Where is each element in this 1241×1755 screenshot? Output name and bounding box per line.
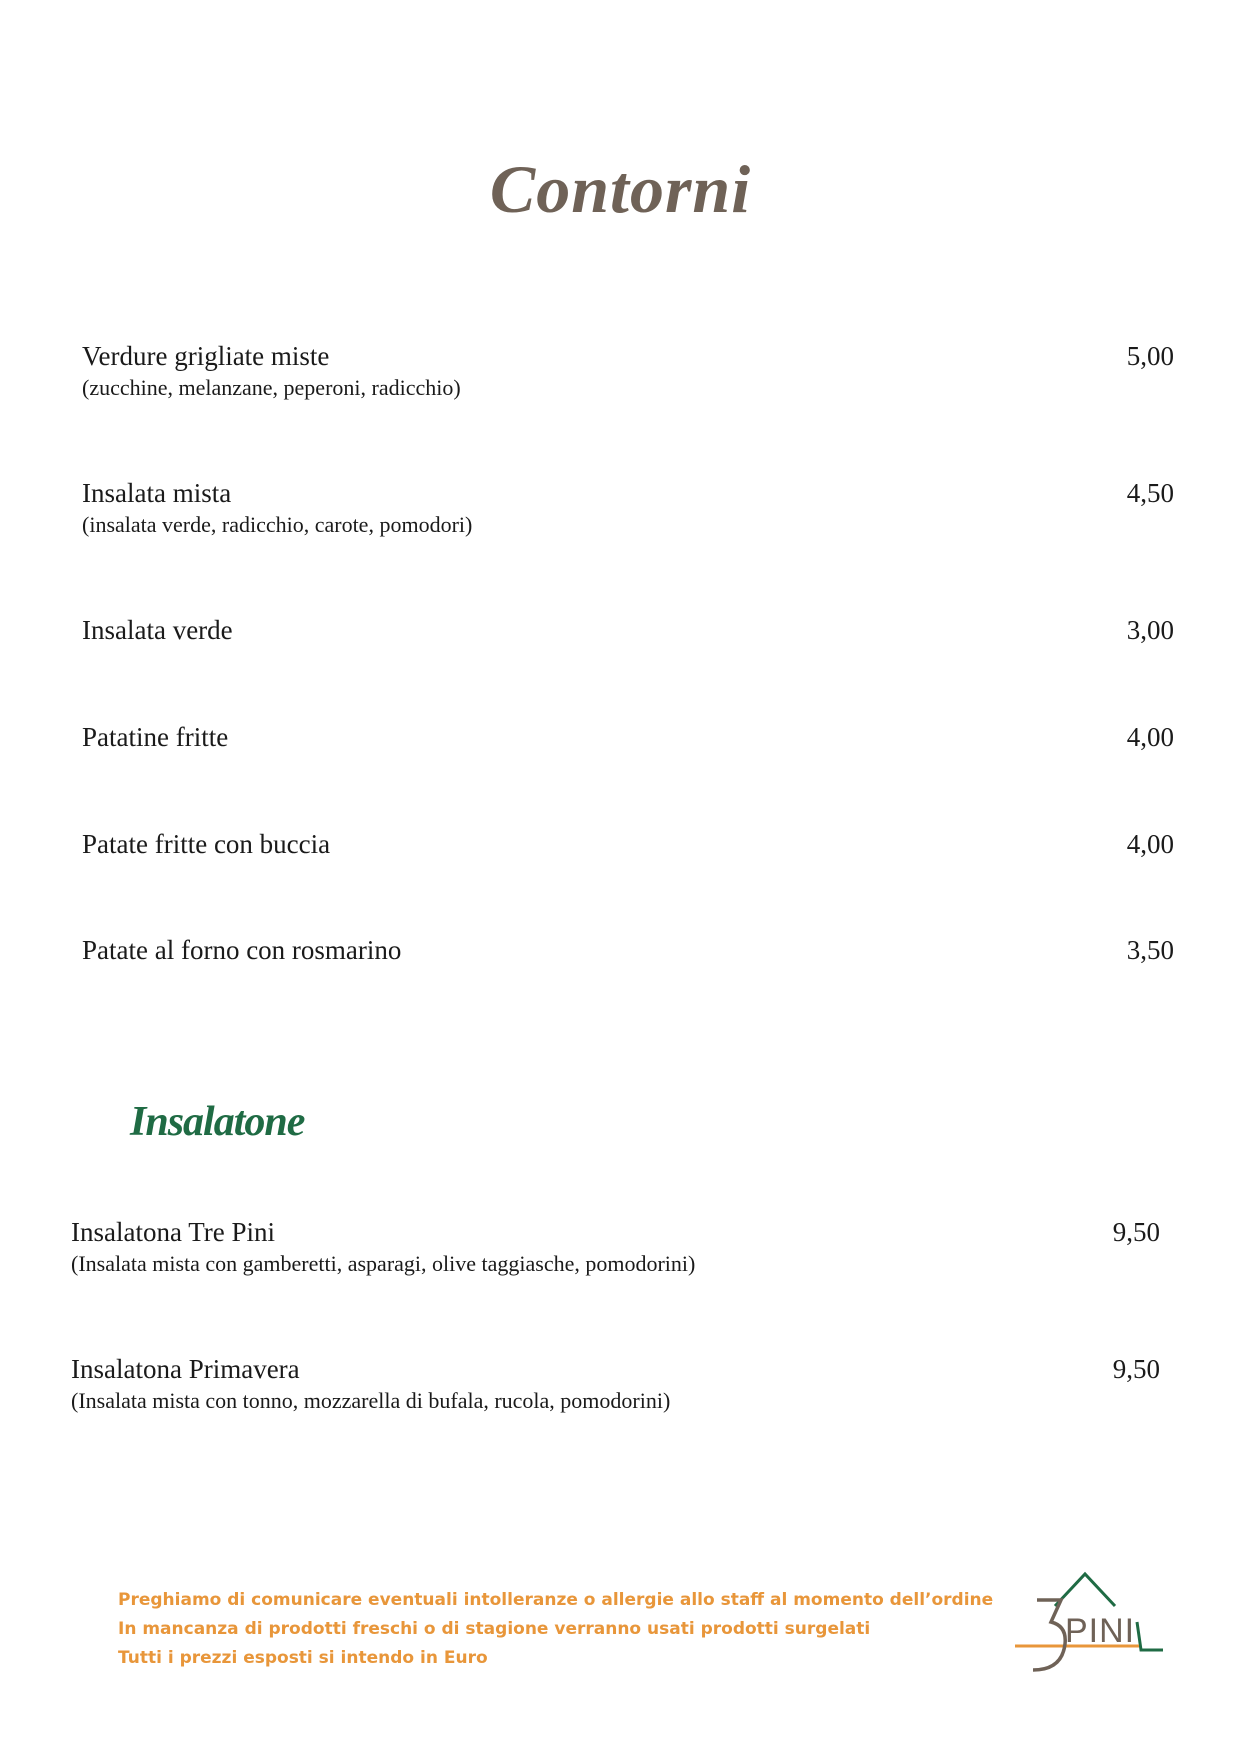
item-name: Insalata verde	[82, 615, 233, 645]
item-name: Insalata mista	[82, 478, 232, 508]
item-name: Patatine fritte	[82, 722, 229, 752]
tre-pini-logo	[1015, 1570, 1165, 1680]
item-price: 4,00	[1126, 722, 1174, 752]
item-price: 3,00	[1126, 615, 1174, 645]
item-price: 4,50	[1126, 478, 1174, 508]
item-name: Verdure grigliate miste	[82, 341, 330, 371]
item-price: 5,00	[1126, 341, 1174, 371]
item-description: (insalata verde, radicchio, carote, pomodori)	[82, 512, 473, 537]
footer-line: Tutti i prezzi esposti si intendo in Euro	[118, 1648, 488, 1668]
item-price: 3,50	[1126, 935, 1174, 965]
section-title: Insalatone	[130, 1099, 305, 1145]
item-name: Insalatona Primavera	[71, 1354, 300, 1384]
item-description: (Insalata mista con gamberetti, asparagi, olive taggiasche, pomodorini)	[71, 1251, 696, 1276]
footer-notes	[118, 1586, 993, 1673]
item-name: Insalatona Tre Pini	[71, 1217, 276, 1247]
svg-text:PINI: PINI	[1065, 1612, 1136, 1650]
item-description: (zucchine, melanzane, peperoni, radicchio)	[82, 375, 461, 400]
item-price: 9,50	[1112, 1354, 1160, 1384]
item-description: (Insalata mista con tonno, mozzarella di bufala, rucola, pomodorini)	[71, 1388, 671, 1413]
item-price: 9,50	[1112, 1217, 1160, 1247]
item-price: 4,00	[1126, 829, 1174, 859]
footer-line: Preghiamo di comunicare eventuali intolleranze o allergie allo staff al momento dell’ordine	[118, 1590, 994, 1610]
footer-line: In mancanza di prodotti freschi o di stagione verranno usati prodotti surgelati	[118, 1619, 871, 1639]
item-name: Patate fritte con buccia	[82, 829, 331, 859]
page-title: Contorni	[489, 151, 752, 227]
item-name: Patate al forno con rosmarino	[82, 935, 402, 965]
